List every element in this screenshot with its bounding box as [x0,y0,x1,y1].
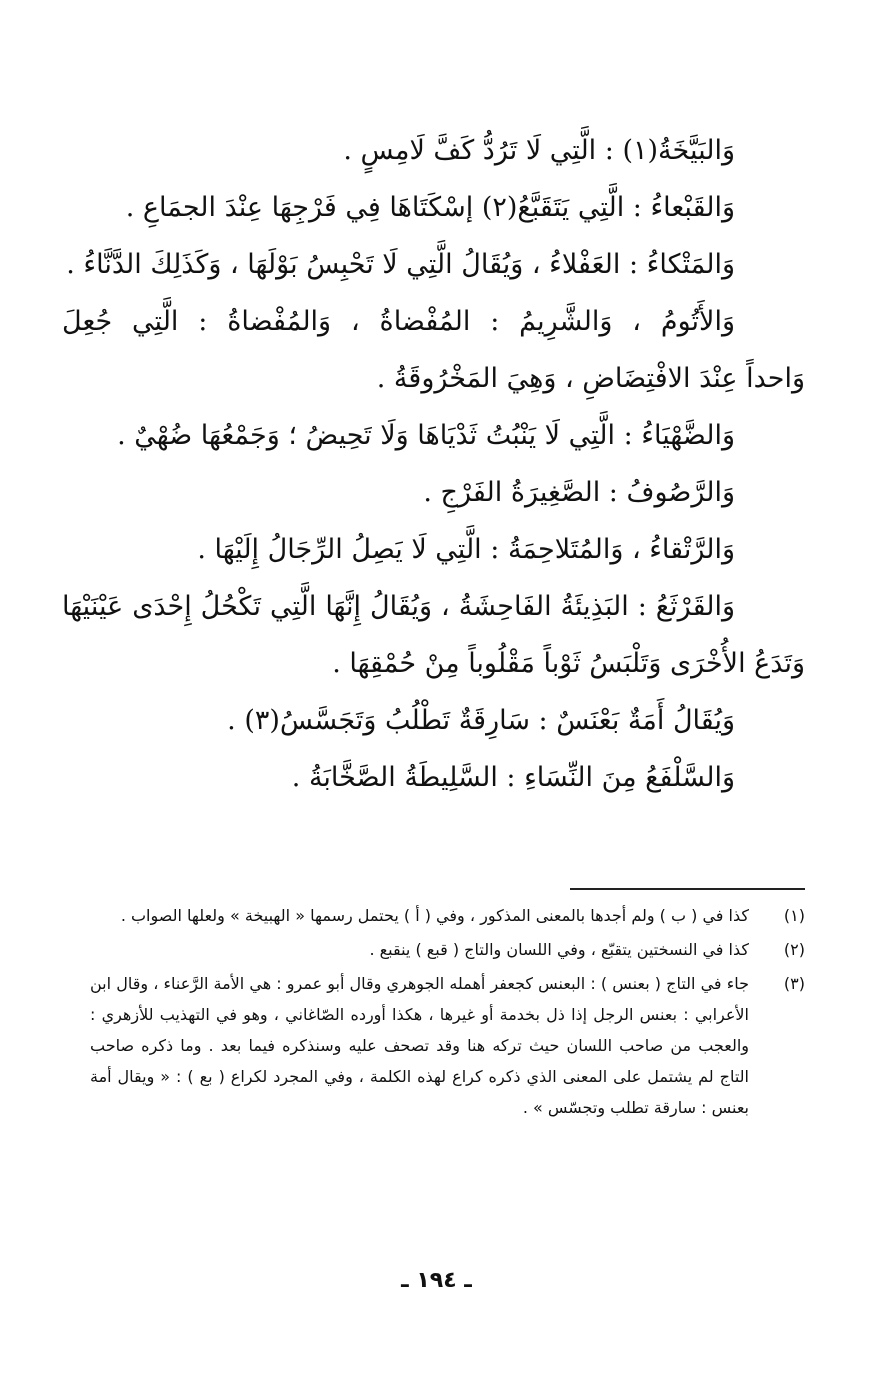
footnote-number: (٣) [783,974,805,993]
text-line: وَالرَّصُوفُ : الصَّغِيرَةُ الفَرْجِ . [423,477,735,508]
main-text [62,122,805,806]
footnote-text: كذا في ( ب ) ولم أجدها بالمعنى المذكور ، وفي ( أ ) يحتمل رسمها « الهبيخة » ولعلها الصواب . [120,906,749,925]
footnote [90,900,805,931]
text-line: وَالضَّهْيَاءُ : الَّتِي لَا يَنْبُتُ ثَدْيَاهَا وَلَا تَحِيضُ ؛ وَجَمْعُهَا ضُهْيٌ . [117,420,735,451]
text-line: وَالسَّلْفَعُ مِنَ النِّسَاءِ : السَّلِيطَةُ الصَّخَّابَةُ . [291,762,735,793]
text-line: وَالأَتُومُ ، وَالشَّرِيمُ : المُفْضاةُ ، وَالمُفْضاةُ : الَّتِي جُعِلَ [62,306,735,337]
text-line: وَتَدَعُ الأُخْرَى وَتَلْبَسُ ثَوْباً مَقْلُوباً مِنْ حُمْقِهَا . [332,648,805,679]
text-line: وَالرَّتْقاءُ ، وَالمُتَلاحِمَةُ : الَّتِي لَا يَصِلُ الرِّجَالُ إِلَيْهَا . [197,534,735,565]
footnote-divider [570,888,805,890]
page-number: ـ ١٩٤ ـ [401,1268,472,1293]
footnote-number: (١) [783,906,805,925]
text-line: وَيُقَالُ أَمَةٌ بَعْنَسٌ : سَارِقَةٌ تَطْلُبُ وَتَجَسَّسُ(٣) . [227,705,735,736]
footnote-text: كذا في النسختين يتقبّع ، وفي اللسان والتاج ( قبع ) ينقبع . [369,940,749,959]
footnote-text: جاء في التاج ( بعنس ) : البعنس كجعفر أهمله الجوهري وقال أبو عمرو : هي الأمة الرَّعناء ، وقال ابن الأعرابي : بعنس الرجل إذا ذل بخدمة أو غيرها ، هكذا أورده الصّاغاني ، وهو في التهذيب للأزهري : والعجب من صاحب اللسان حيث تركه هنا وقد تصحف عليه وسنذكره فيما بعد . وما ذكره صاحب التاج لم يشتمل على المعنى الذي ذكره كراع لهذه الكلمة ، وفي المجرد لكراع ( بع ) : « ويقال أمة بعنس : سارقة تطلب وتجسّس » . [90,974,749,1117]
text-line: وَالقَبْعاءُ : الَّتِي يَتَقَبَّعُ(٢) إسْكَتَاهَا فِي فَرْجِهَا عِنْدَ الجمَاعِ . [125,192,735,223]
text-line: وَالقَرْثَعُ : البَذِيئَةُ الفَاحِشَةُ ، وَيُقَالُ إِنَّهَا الَّتِي تَكْحُلُ إِحْدَى عَيْنَيْهَا [62,591,735,622]
footnote-number: (٢) [783,940,805,959]
text-line: وَاحداً عِنْدَ الافْتِضَاضِ ، وَهِيَ المَخْرُوقَةُ . [376,363,805,394]
text-line: وَالمَتْكاءُ : العَفْلاءُ ، وَيُقَالُ الَّتِي لَا تَحْبِسُ بَوْلَهَا ، وَكَذَلِكَ الدَّنَّاءُ . [66,249,735,280]
footnote [90,934,805,965]
footnote [90,968,805,1123]
text-line: وَالبَيَّخَةُ(١) : الَّتِي لَا تَرُدُّ كَفَّ لَامِسٍ . [343,135,735,166]
footnotes [90,900,805,1126]
